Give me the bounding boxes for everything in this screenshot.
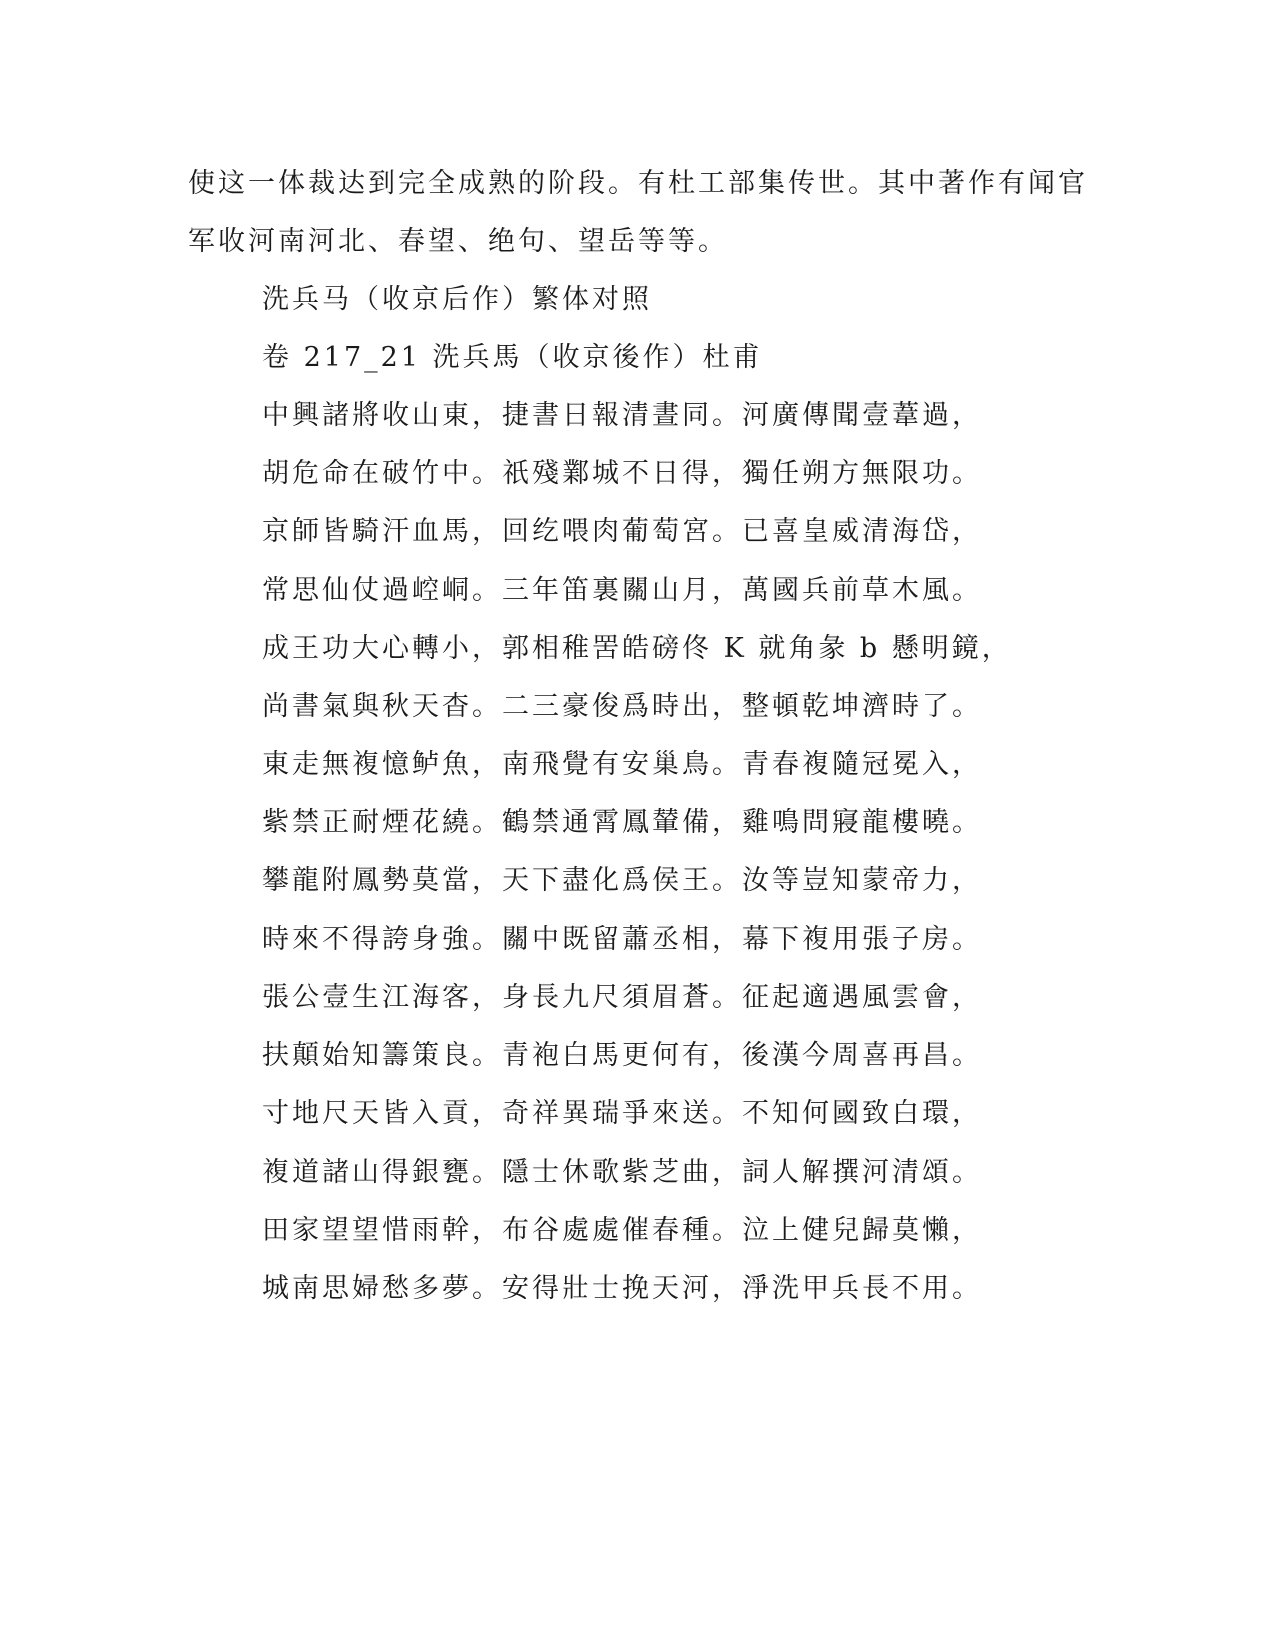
- poem-line: 東走無複憶鲈魚，南飛覺有安巢鳥。青春複隨冠冕入，: [262, 749, 982, 780]
- poem-line: 田家望望惜雨幹，布谷處處催春種。泣上健兒歸莫懶，: [262, 1215, 982, 1246]
- poem-line: 時來不得誇身強。關中既留蕭丞相，幕下複用張子房。: [262, 924, 982, 955]
- intro-line-2: 军收河南河北、春望、绝句、望岳等等。: [188, 226, 728, 257]
- poem-line: 成王功大心轉小，郭相稚罟皓磅佟 K 就角彖 b 懸明鏡，: [262, 633, 1012, 664]
- poem-line: 扶顛始知籌策良。青袍白馬更何有，後漢今周喜再昌。: [262, 1040, 982, 1071]
- poem-line: 攀龍附鳳勢莫當，天下盡化爲侯王。汝等豈知蒙帝力，: [262, 865, 982, 896]
- poem-line: 京師皆騎汗血馬，回纥喂肉葡萄宮。已喜皇威清海岱，: [262, 516, 982, 547]
- poem-line: 中興諸將收山東，捷書日報清晝同。河廣傳聞壹葦過，: [262, 400, 982, 431]
- poem-line: 複道諸山得銀甕。隱士休歌紫芝曲，詞人解撰河清頌。: [262, 1157, 982, 1188]
- poem-line: 張公壹生江海客，身長九尺須眉蒼。征起適遇風雲會，: [262, 982, 982, 1013]
- poem-line: 常思仙仗過崆峒。三年笛裏關山月，萬國兵前草木風。: [262, 575, 982, 606]
- poem-line: 城南思婦愁多夢。安得壯士挽天河，淨洗甲兵長不用。: [262, 1273, 982, 1304]
- intro-line-1: 使这一体裁达到完全成熟的阶段。有杜工部集传世。其中著作有闻官: [188, 168, 1088, 199]
- poem-line: 紫禁正耐煙花繞。鶴禁通霄鳳輦備，雞鳴問寢龍樓曉。: [262, 807, 982, 838]
- poem-line: 尚書氣與秋天杳。二三豪俊爲時出，整頓乾坤濟時了。: [262, 691, 982, 722]
- poem-line: 胡危命在破竹中。祇殘鄴城不日得，獨任朔方無限功。: [262, 458, 982, 489]
- section-heading: 洗兵马（收京后作）繁体对照: [262, 284, 652, 315]
- poem-line: 寸地尺天皆入貢，奇祥異瑞爭來送。不知何國致白環，: [262, 1098, 982, 1129]
- poem-source-line: 卷 217_21 洗兵馬（收京後作）杜甫: [262, 342, 763, 373]
